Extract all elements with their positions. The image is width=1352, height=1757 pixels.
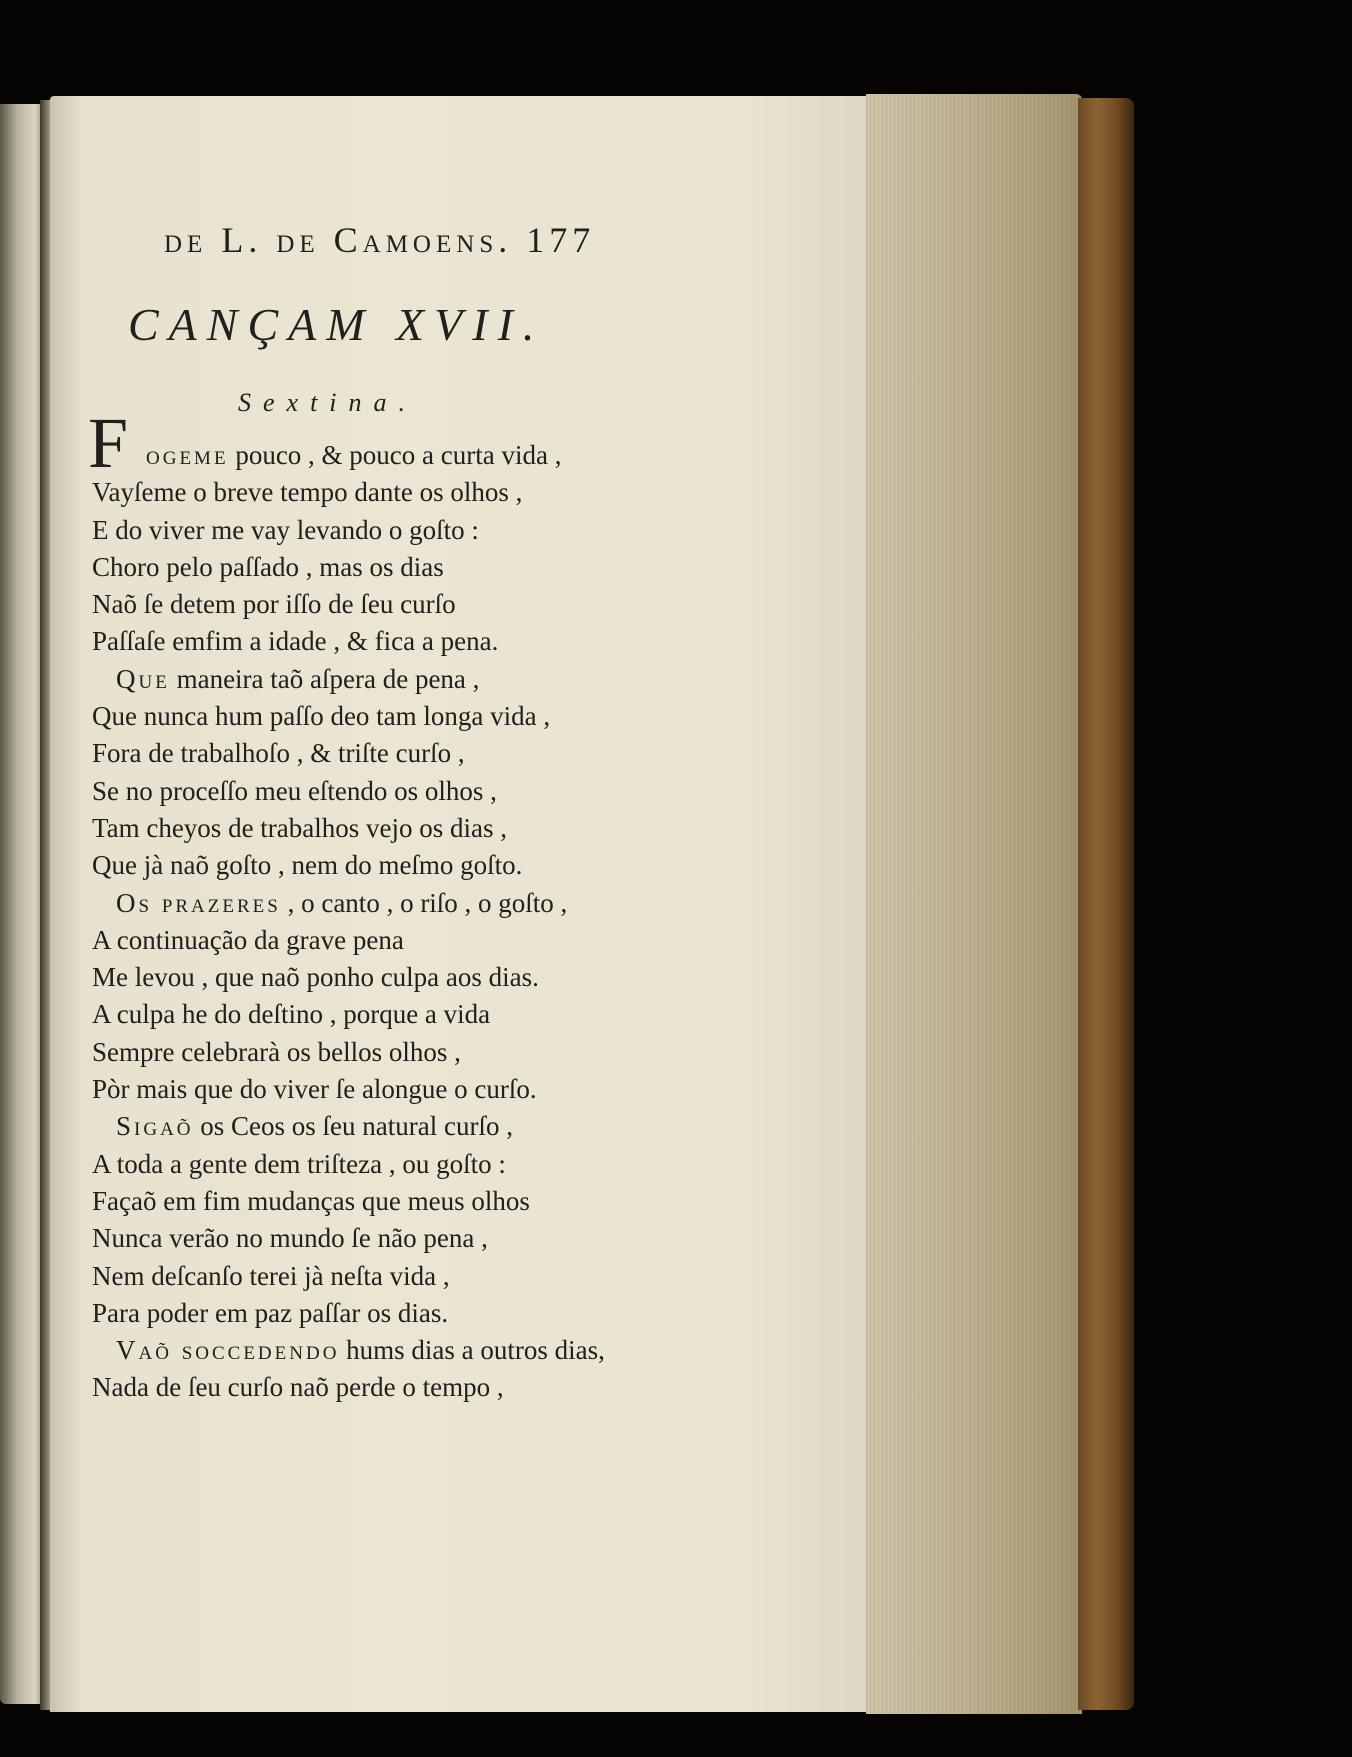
line-text: Me levou , que naõ ponho culpa aos dias. [92, 962, 539, 993]
poem [88, 403, 672, 1407]
line-text: hums dias a outros dias, [339, 1335, 605, 1366]
poem-line [92, 996, 672, 1033]
poem-line [92, 1034, 672, 1071]
line-lead: Sigaõ [116, 1111, 194, 1142]
poem-line [92, 1071, 672, 1108]
poem-line [92, 959, 672, 996]
line-text: Fora de trabalhoſo , & triſte curſo , [92, 738, 465, 769]
poem-line [92, 698, 672, 735]
page-fore-edge [866, 94, 1082, 1714]
line-text: Façaõ em fim mudanças que meus olhos [92, 1185, 530, 1216]
line-text: Para poder em paz paſſar os dias. [92, 1297, 449, 1328]
stanza-first-line [92, 1332, 672, 1369]
line-text: , o canto , o riſo , o goſto , [280, 887, 568, 918]
stanza-first-line [92, 1108, 672, 1145]
poem-line [92, 1258, 672, 1295]
line-text: Vayſeme o breve tempo dante os olhos , [92, 477, 523, 508]
poem-line [92, 810, 672, 847]
left-page-edge [0, 104, 44, 1704]
line-text: Paſſaſe emfim a idade , & fica a pena. [92, 626, 499, 657]
poem-line [92, 1146, 672, 1183]
subtitle: Sextina. [238, 388, 418, 417]
line-text: A toda a gente dem triſteza , ou goſto : [92, 1148, 506, 1179]
poem-line [92, 1183, 672, 1220]
page-text [88, 215, 672, 1407]
poem-line [92, 512, 672, 549]
poem-line [92, 586, 672, 623]
line-lead: Que [116, 663, 170, 694]
poem-line [92, 773, 672, 810]
line-text: Choro pelo paſſado , mas os dias [92, 551, 444, 582]
line-text: os Ceos os ſeu natural curſo , [193, 1111, 513, 1142]
line-text: Nunca verão no mundo ſe não pena , [92, 1223, 488, 1254]
running-head [164, 215, 672, 265]
poem-line [92, 1220, 672, 1257]
line-text: Nem deſcanſo terei jà neſta vida , [92, 1260, 450, 1291]
poem-line [92, 1295, 672, 1332]
line-text: Nada de ſeu curſo naõ perde o tempo , [92, 1372, 504, 1403]
poem-line [92, 1369, 672, 1406]
line-text: E do viver me vay levando o goſto : [92, 514, 479, 545]
poem-line [92, 735, 672, 772]
song-title: CANÇAM XVII. [128, 299, 545, 350]
line-text: A continuação da grave pena [92, 924, 404, 955]
drop-cap: F [88, 403, 129, 483]
stanza-first-line [92, 661, 672, 698]
page-number: 177 [526, 220, 596, 260]
line-text: Pòr mais que do viver ſe alongue o curſo. [92, 1074, 537, 1105]
running-head-text: de L. de Camoens. [164, 220, 513, 260]
leather-cover [1078, 98, 1134, 1710]
poem-line [92, 474, 672, 511]
line-text: maneira taõ aſpera de pena , [169, 663, 480, 694]
line-lead: ogeme [146, 440, 229, 470]
poem-line [92, 623, 672, 660]
line-text: pouco , & pouco a curta vida , [228, 440, 562, 470]
line-lead: Vaõ soccedendo [116, 1335, 340, 1366]
line-lead: Os prazeres [116, 887, 281, 918]
line-text: Naõ ſe detem por iſſo de ſeu curſo [92, 589, 456, 620]
line-text: Que jà naõ goſto , nem do meſmo goſto. [92, 850, 523, 881]
poem-line [88, 403, 672, 483]
line-text: Sempre celebrarà os bellos olhos , [92, 1036, 461, 1067]
poem-line [92, 549, 672, 586]
line-text: Tam cheyos de trabalhos vejo os dias , [92, 812, 508, 843]
stanza-first-line [92, 885, 672, 922]
line-text: Que nunca hum paſſo deo tam longa vida , [92, 701, 551, 732]
line-text: Se no proceſſo meu eſtendo os olhos , [92, 775, 497, 806]
poem-line [92, 847, 672, 884]
poem-line [92, 922, 672, 959]
line-text: A culpa he do deſtino , porque a vida [92, 999, 491, 1030]
